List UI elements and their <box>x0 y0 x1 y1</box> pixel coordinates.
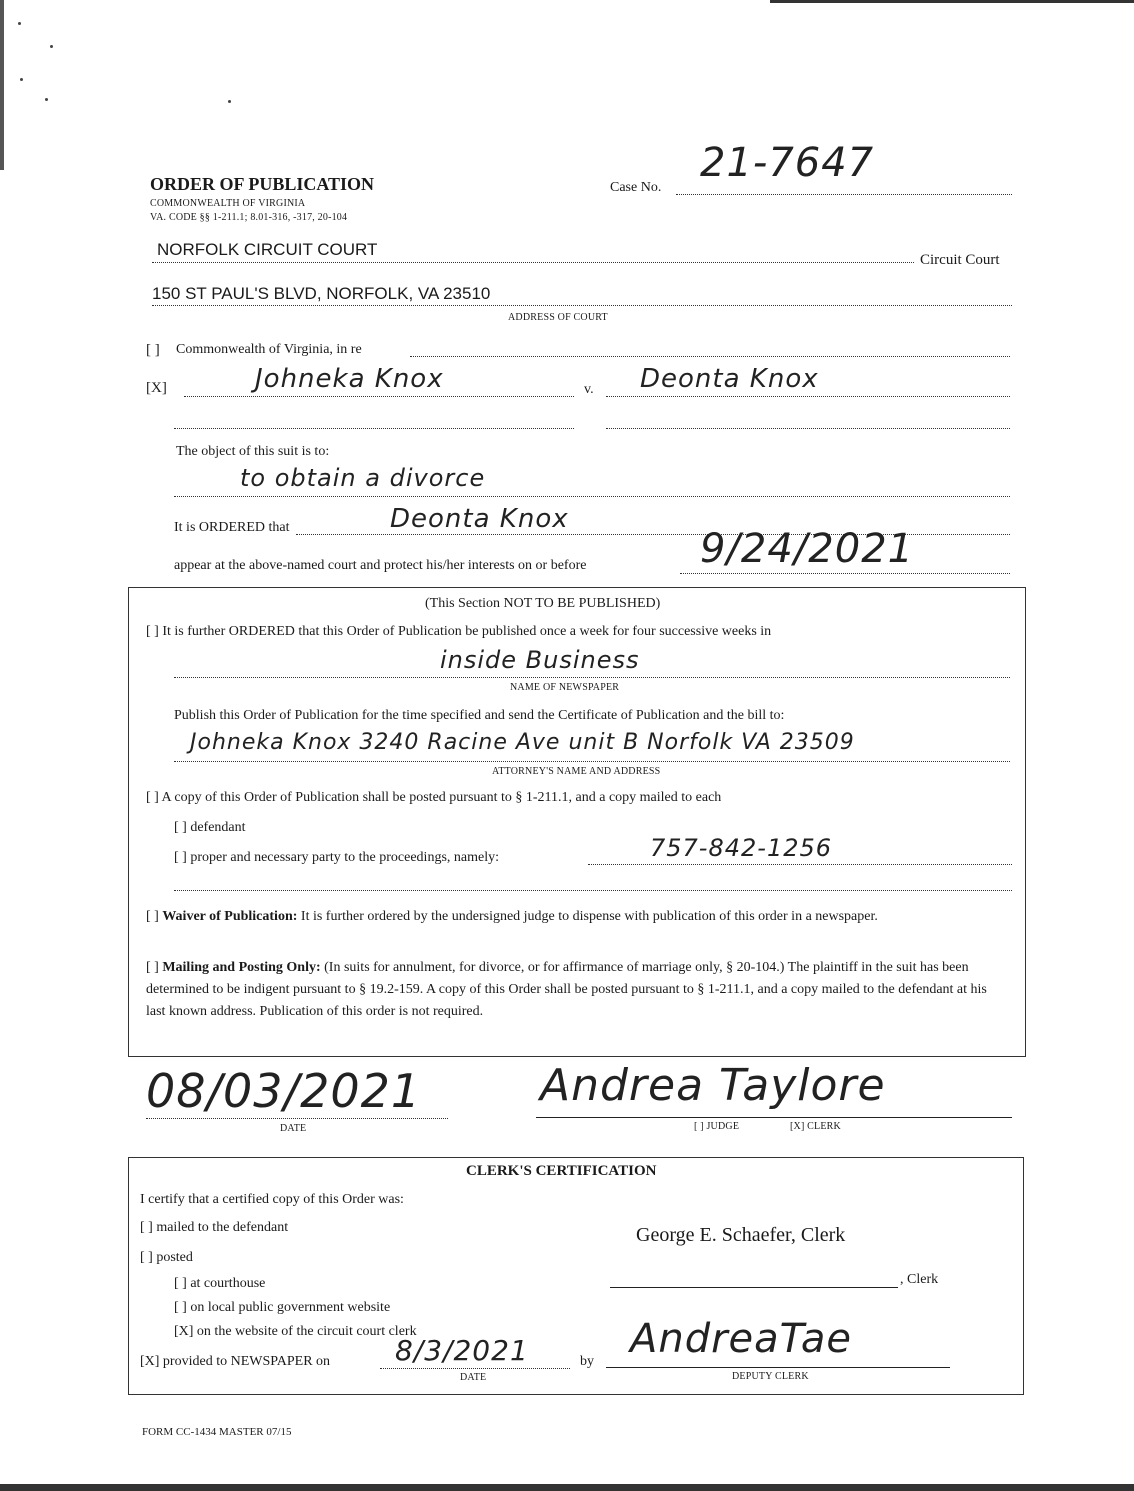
publish-instructions: Publish this Order of Publication for the time specified and send the Certificate of Publication and the bill to: <box>174 708 785 723</box>
mailing-text: (In suits for annulment, for divorce, or for affirmance of marriage only, § 20-104.) The plaintiff in the suit has been determined to be indigent pursuant to § 19.2-159. A copy of this Order shall be posted pursuant to § 1-211.1, and a copy mailed to the defendant at his last known address. Publication of this order is not required. <box>146 960 987 1019</box>
object-value: to obtain a divorce <box>240 464 486 492</box>
scan-edge-left <box>0 0 4 170</box>
phone-number: 757-842-1256 <box>650 834 833 862</box>
scan-speck <box>18 22 21 25</box>
mailing-and-posting[interactable] <box>146 957 996 1023</box>
deputy-clerk-line <box>606 1367 950 1368</box>
newspaper-date-line <box>380 1368 570 1369</box>
proper-party-line <box>588 864 1012 865</box>
court-address-line <box>152 305 1012 306</box>
newspaper-date: 8/3/2021 <box>395 1334 529 1367</box>
circuit-court-label: Circuit Court <box>920 252 1000 268</box>
order-date-caption: DATE <box>280 1123 307 1134</box>
newspaper-provided-option[interactable]: [X] provided to NEWSPAPER on <box>140 1354 331 1369</box>
address-caption: ADDRESS OF COURT <box>508 312 608 323</box>
waiver-text: It is further ordered by the undersigned judge to dispense with publication of this order in a newspaper. <box>297 909 878 924</box>
defendant-extra-line <box>606 428 1010 429</box>
scan-speck <box>228 100 231 103</box>
scan-speck <box>20 78 23 81</box>
signature-line <box>536 1117 1012 1118</box>
clerk-line <box>610 1287 898 1288</box>
object-line <box>174 496 1010 497</box>
statute-reference: VA. CODE §§ 1-211.1; 8.01-316, -317, 20-104 <box>150 212 348 223</box>
mailing-checkbox[interactable]: [ ] <box>146 960 159 975</box>
courthouse-option[interactable]: [ ] at courthouse <box>174 1276 266 1291</box>
form-identifier: FORM CC-1434 MASTER 07/15 <box>142 1426 292 1438</box>
parties-checkbox[interactable]: [X] <box>146 380 167 396</box>
waiver-of-publication[interactable] <box>146 906 996 928</box>
not-published-heading: (This Section NOT TO BE PUBLISHED) <box>425 596 661 611</box>
waiver-heading: Waiver of Publication: <box>162 909 298 924</box>
by-label: by <box>580 1354 594 1369</box>
further-ordered-text[interactable]: [ ] It is further ORDERED that this Order of Publication be published once a week for four successive weeks in <box>146 624 772 639</box>
appear-text: appear at the above-named court and protect his/her interests on or before <box>174 558 587 573</box>
case-number-line <box>676 194 1012 195</box>
order-date: 08/03/2021 <box>146 1064 422 1118</box>
newspaper-date-caption: DATE <box>460 1372 487 1383</box>
appear-date: 9/24/2021 <box>700 526 915 572</box>
scan-speck <box>45 98 48 101</box>
circuit-website-option[interactable]: [X] on the website of the circuit court clerk <box>174 1324 417 1339</box>
posted-option[interactable]: [ ] posted <box>140 1250 193 1265</box>
proper-party-option[interactable]: [ ] proper and necessary party to the proceedings, namely: <box>174 850 499 865</box>
scan-edge-top <box>770 0 1134 3</box>
versus-label: v. <box>584 382 594 397</box>
defendant-option[interactable]: [ ] defendant <box>174 820 246 835</box>
form-title: ORDER OF PUBLICATION <box>150 174 375 194</box>
attorney-line <box>174 761 1010 762</box>
certification-heading: CLERK'S CERTIFICATION <box>466 1163 657 1179</box>
object-label: The object of this suit is to: <box>176 444 330 459</box>
jurisdiction: COMMONWEALTH OF VIRGINIA <box>150 198 306 209</box>
commonwealth-label: Commonwealth of Virginia, in re <box>176 342 362 357</box>
deputy-clerk-caption: DEPUTY CLERK <box>732 1371 809 1382</box>
waiver-checkbox[interactable]: [ ] <box>146 909 159 924</box>
clerk-suffix: , Clerk <box>900 1272 939 1287</box>
plaintiff-line <box>184 396 574 397</box>
proper-party-extra-line <box>174 890 1012 891</box>
certification-intro: I certify that a certified copy of this Order was: <box>140 1192 404 1207</box>
defendant-name: Deonta Knox <box>640 364 819 394</box>
deputy-clerk-signature: AndreaTae <box>630 1316 853 1362</box>
clerk-name: George E. Schaefer, Clerk <box>636 1224 846 1246</box>
ordered-label: It is ORDERED that <box>174 520 290 535</box>
appear-date-line <box>680 573 1010 574</box>
court-address: 150 ST PAUL'S BLVD, NORFOLK, VA 23510 <box>152 284 491 303</box>
plaintiff-name: Johneka Knox <box>255 364 444 394</box>
commonwealth-checkbox[interactable]: [ ] <box>146 342 160 358</box>
newspaper-caption: NAME OF NEWSPAPER <box>510 682 620 693</box>
judge-clerk-signature: Andrea Taylore <box>540 1060 886 1111</box>
local-website-option[interactable]: [ ] on local public government website <box>174 1300 391 1315</box>
case-number-value: 21-7647 <box>700 140 875 186</box>
copy-posted-text[interactable]: [ ] A copy of this Order of Publication shall be posted pursuant to § 1-211.1, and a copy mailed to each <box>146 790 722 805</box>
mailing-heading: Mailing and Posting Only: <box>162 960 321 975</box>
attorney-caption: ATTORNEY'S NAME AND ADDRESS <box>492 766 661 777</box>
defendant-line <box>606 396 1010 397</box>
ordered-value: Deonta Knox <box>390 504 569 534</box>
newspaper-line <box>174 677 1010 678</box>
order-date-line <box>146 1118 448 1119</box>
scan-edge-bottom <box>0 1484 1134 1491</box>
court-name: NORFOLK CIRCUIT COURT <box>157 240 378 259</box>
clerk-option[interactable]: [X] CLERK <box>790 1121 841 1132</box>
court-name-line <box>152 262 914 263</box>
plaintiff-extra-line <box>174 428 574 429</box>
mailed-option[interactable]: [ ] mailed to the defendant <box>140 1220 289 1235</box>
scan-speck <box>50 45 53 48</box>
attorney-name-address: Johneka Knox 3240 Racine Ave unit B Norfolk VA 23509 <box>190 730 855 755</box>
case-number-label: Case No. <box>610 180 662 195</box>
judge-option[interactable]: [ ] JUDGE <box>694 1121 740 1132</box>
commonwealth-line <box>410 356 1010 357</box>
newspaper-name: inside Business <box>440 646 640 674</box>
